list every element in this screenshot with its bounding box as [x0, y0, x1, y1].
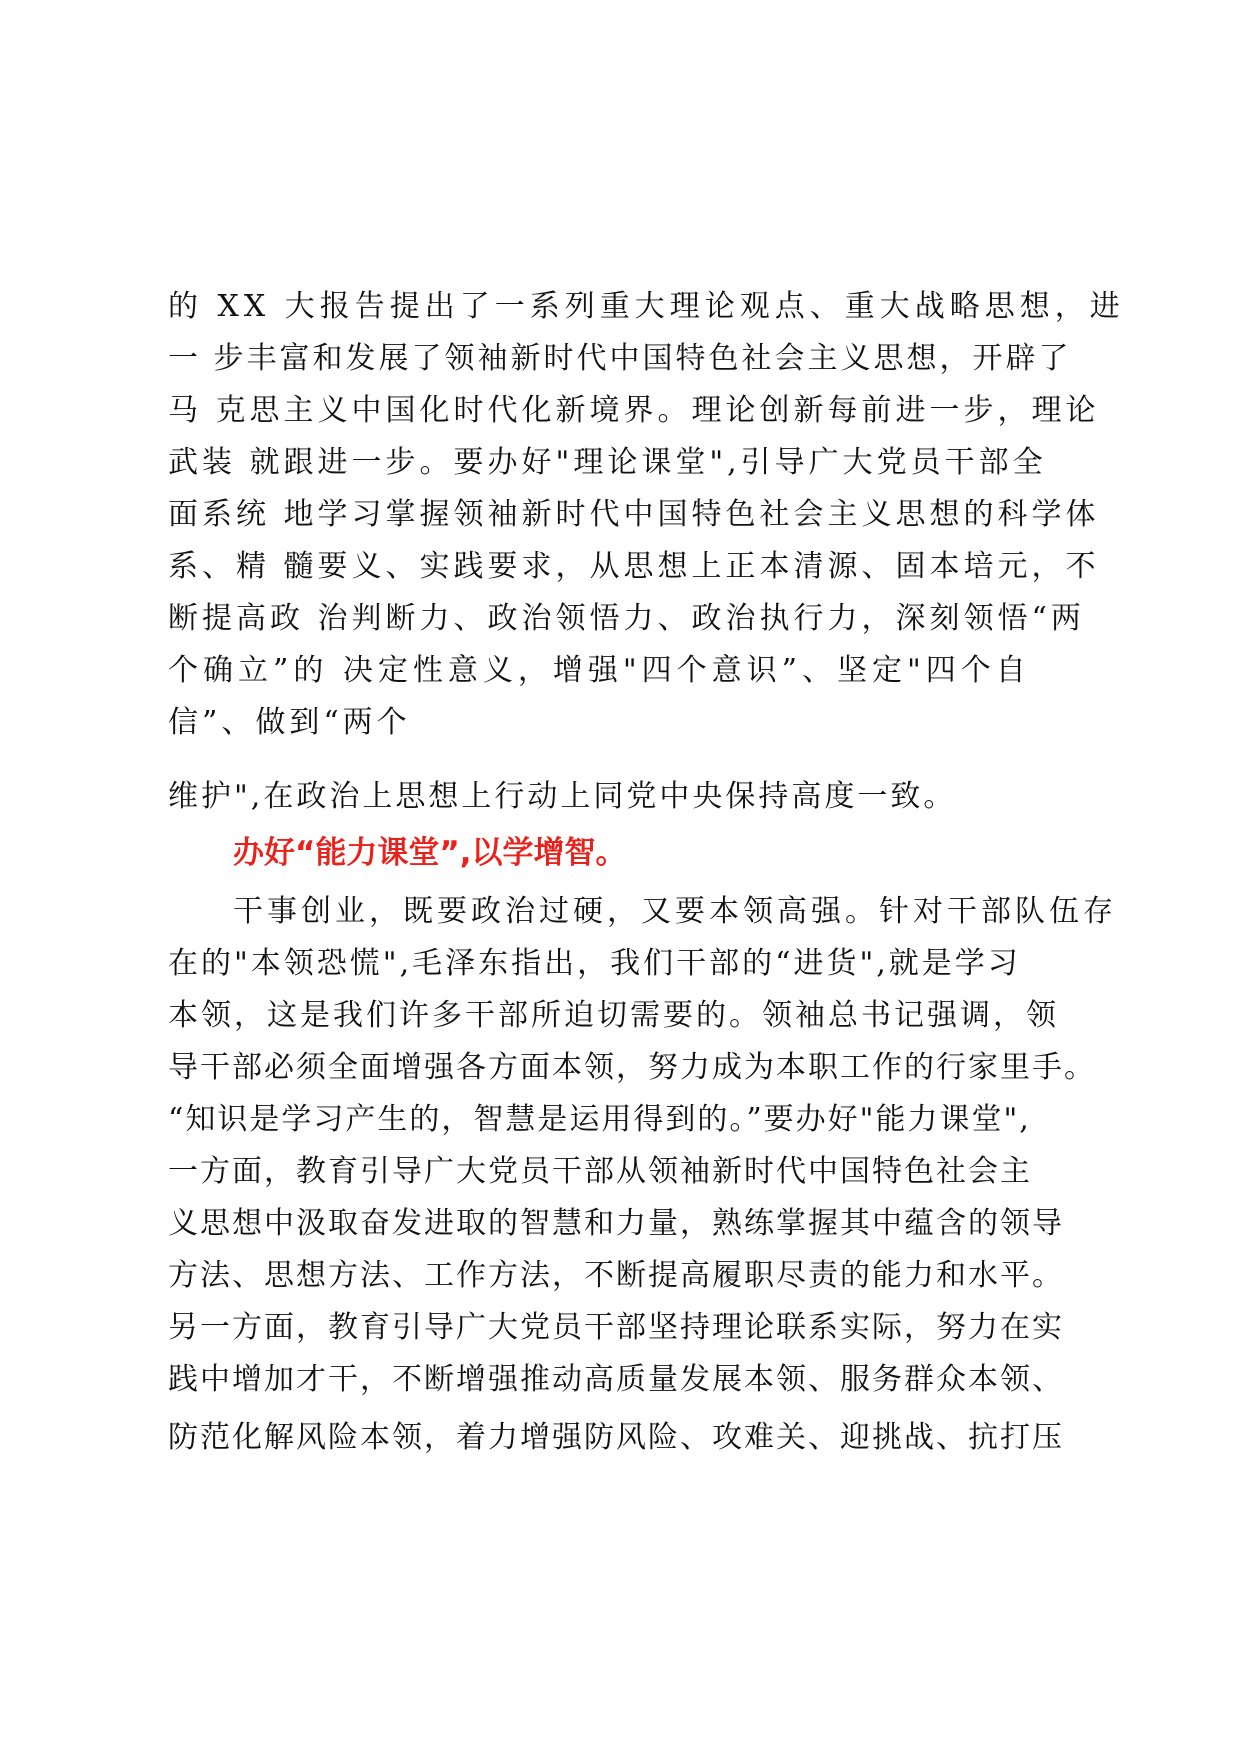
text-line: 践中增加才干，不断增强推动高质量发展本领、服务群众本领、: [168, 1362, 1064, 1397]
text-line: 另一方面，教育引导广大党员干部坚持理论联系实际，努力在实: [168, 1310, 1064, 1345]
text-line: 一 步丰富和发展了领袖新时代中国特色社会主义思想，开辟了: [168, 341, 1072, 376]
section-heading: 办好“能力课堂”,以学增智。: [233, 835, 627, 871]
text-line: 防范化解风险本领，着力增强防风险、攻难关、迎挑战、抗打压: [168, 1420, 1064, 1455]
text-line: “知识是学习产生的，智慧是运用得到的。”要办好"能力课堂",: [168, 1102, 1031, 1137]
text-line: 断提高政 治判断力、政治领悟力、政治执行力，深刻领悟“两: [168, 601, 1085, 636]
text-line: 面系统 地学习掌握领袖新时代中国特色社会主义思想的科学体: [168, 497, 1100, 532]
text-line: 武装 就跟进一步。要办好"理论课堂",引导广大党员干部全: [168, 445, 1047, 480]
text-line: 个确立”的 决定性意义，增强"四个意识”、坚定"四个自: [168, 653, 1031, 688]
text-line: 义思想中汲取奋发进取的智慧和力量，熟练掌握其中蕴含的领导: [168, 1206, 1064, 1241]
text-line: 信”、做到“两个: [168, 705, 411, 740]
text-line: 马 克思主义中国化时代化新境界。理论创新每前进一步，理论: [168, 393, 1100, 428]
text-line: 方法、思想方法、工作方法，不断提高履职尽责的能力和水平。: [168, 1258, 1064, 1293]
text-line: 的 XX 大报告提出了一系列重大理论观点、重大战略思想，进: [168, 289, 1125, 324]
text-line: 在的"本领恐慌",毛泽东指出，我们干部的“进货",就是学习: [168, 946, 1021, 981]
text-line: 一方面，教育引导广大党员干部从领袖新时代中国特色社会主: [168, 1154, 1032, 1189]
text-line: 导干部必须全面增强各方面本领，努力成为本职工作的行家里手。: [168, 1050, 1096, 1085]
text-line: 干事创业，既要政治过硬，又要本领高强。针对干部队伍存: [233, 894, 1117, 929]
text-line: 维护",在政治上思想上行动上同党中央保持高度一致。: [168, 779, 957, 814]
text-line: 系、精 髓要义、实践要求，从思想上正本清源、固本培元，不: [168, 549, 1100, 584]
text-line: 本领，这是我们许多干部所迫切需要的。领袖总书记强调，领: [168, 998, 1059, 1033]
